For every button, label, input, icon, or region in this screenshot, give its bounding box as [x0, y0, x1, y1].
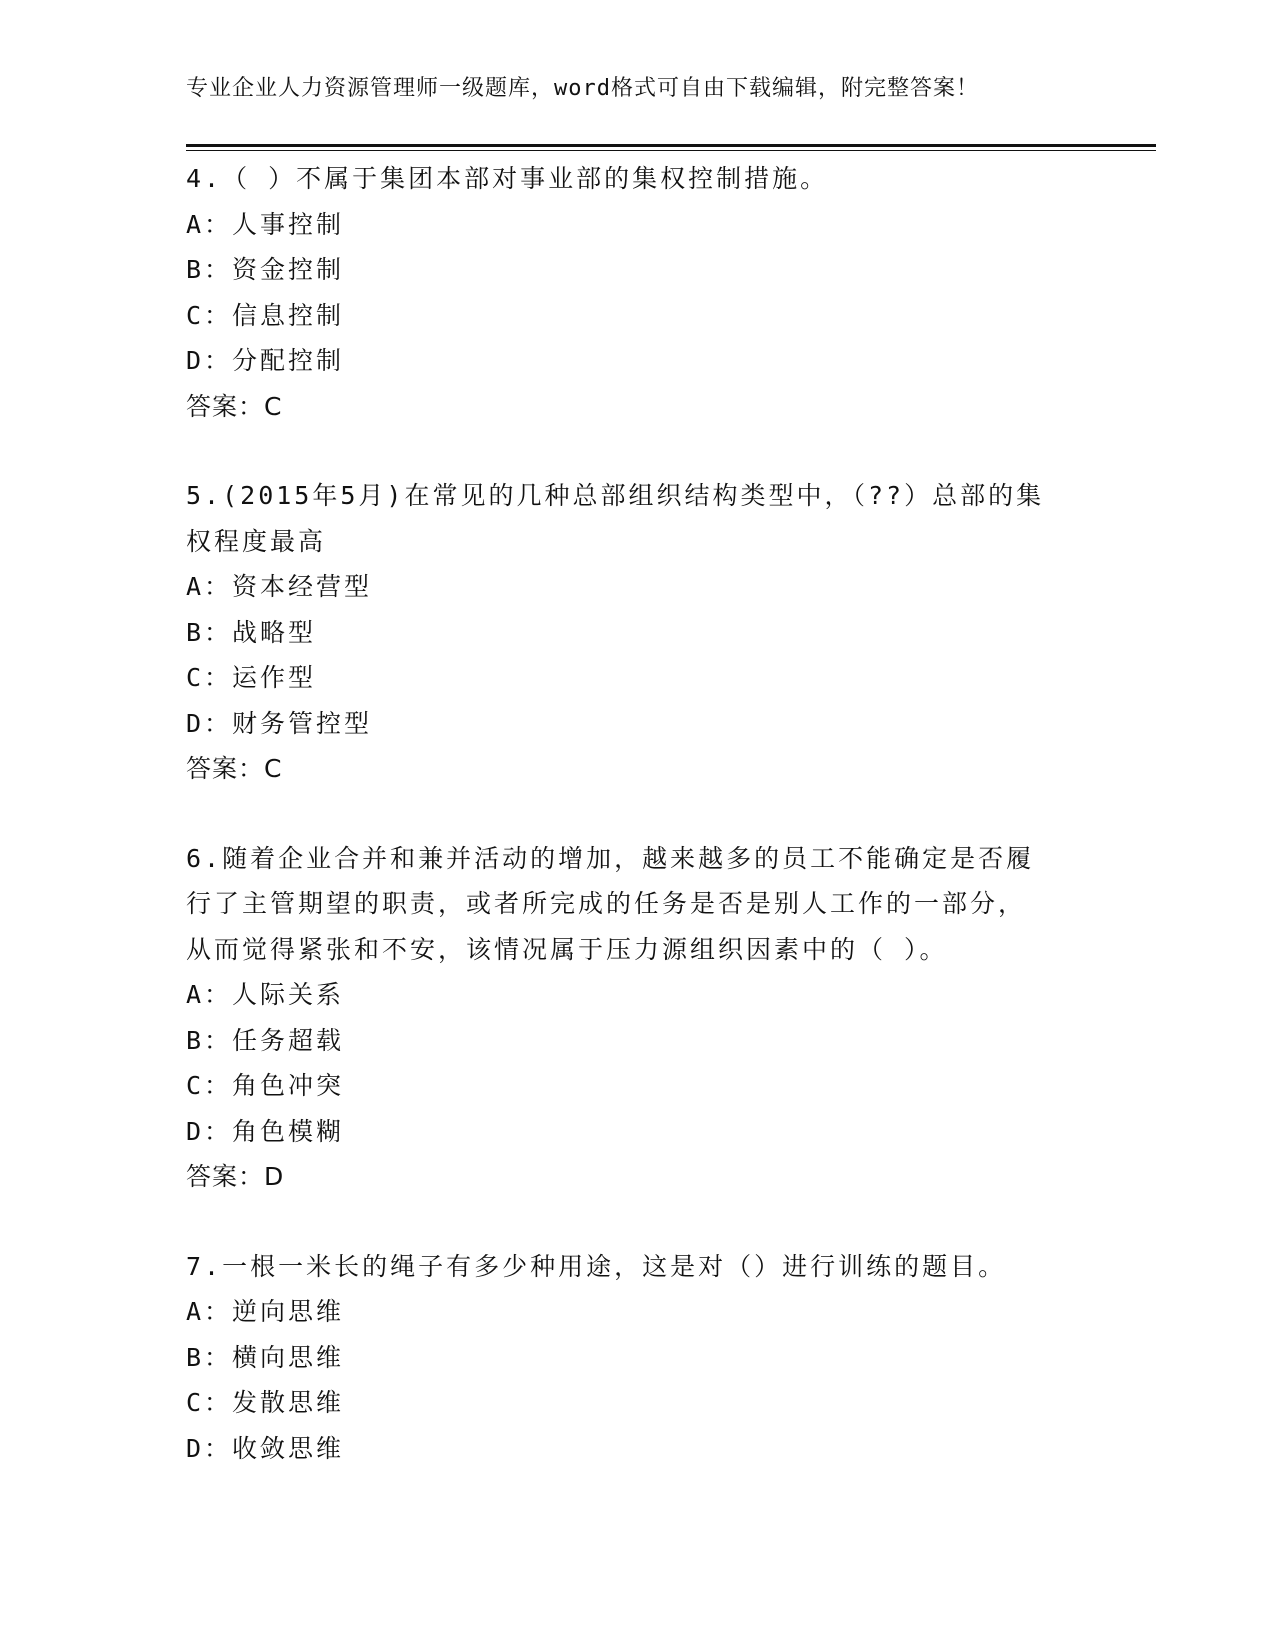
option-c: C：发散思维 [186, 1388, 345, 1417]
answer: 答案：C [186, 754, 283, 783]
question-stem [186, 473, 1086, 564]
question-list [186, 156, 1086, 1515]
stem-line: 权程度最高 [186, 526, 327, 556]
stem-line: 4.（ ）不属于集团本部对事业部的集权控制措施。 [186, 164, 829, 193]
header-rule-thick [186, 144, 1156, 147]
question-stem [186, 1244, 1086, 1290]
page-header: 专业企业人力资源管理师一级题库，word格式可自由下载编辑，附完整答案！ [186, 76, 979, 101]
question-6 [186, 836, 1086, 1200]
question-4 [186, 156, 1086, 429]
option-c: C：角色冲突 [186, 1071, 345, 1100]
answer: 答案：D [186, 1162, 285, 1191]
option-d: D：收敛思维 [186, 1433, 345, 1463]
option-b: B：任务超载 [186, 1025, 345, 1055]
option-a: A：人事控制 [186, 209, 345, 239]
option-c: C：信息控制 [186, 300, 345, 330]
option-a: A：人际关系 [186, 980, 345, 1009]
question-stem [186, 156, 1086, 202]
question-7 [186, 1244, 1086, 1472]
option-b: B：横向思维 [186, 1342, 345, 1372]
stem-line: 行了主管期望的职责，或者所完成的任务是否是别人工作的一部分， [186, 889, 1027, 918]
stem-line: 5.(2015年5月)在常见的几种总部组织结构类型中，（??）总部的集 [186, 481, 1045, 510]
option-d: D：角色模糊 [186, 1116, 345, 1146]
option-c: C：运作型 [186, 663, 317, 692]
stem-line: 从而觉得紧张和不安，该情况属于压力源组织因素中的（ ）。 [186, 934, 948, 964]
option-b: B：资金控制 [186, 255, 345, 284]
option-b: B：战略型 [186, 617, 317, 647]
option-a: A：逆向思维 [186, 1297, 345, 1326]
option-d: D：财务管控型 [186, 708, 373, 738]
question-5 [186, 473, 1086, 792]
stem-line: 6.随着企业合并和兼并活动的增加，越来越多的员工不能确定是否履 [186, 843, 1035, 873]
question-stem [186, 836, 1086, 973]
answer: 答案：C [186, 391, 283, 421]
header-rule-thin [186, 150, 1156, 151]
option-d: D：分配控制 [186, 346, 345, 375]
stem-line: 7.一根一米长的绳子有多少种用途，这是对（）进行训练的题目。 [186, 1251, 1007, 1281]
option-a: A：资本经营型 [186, 572, 373, 601]
